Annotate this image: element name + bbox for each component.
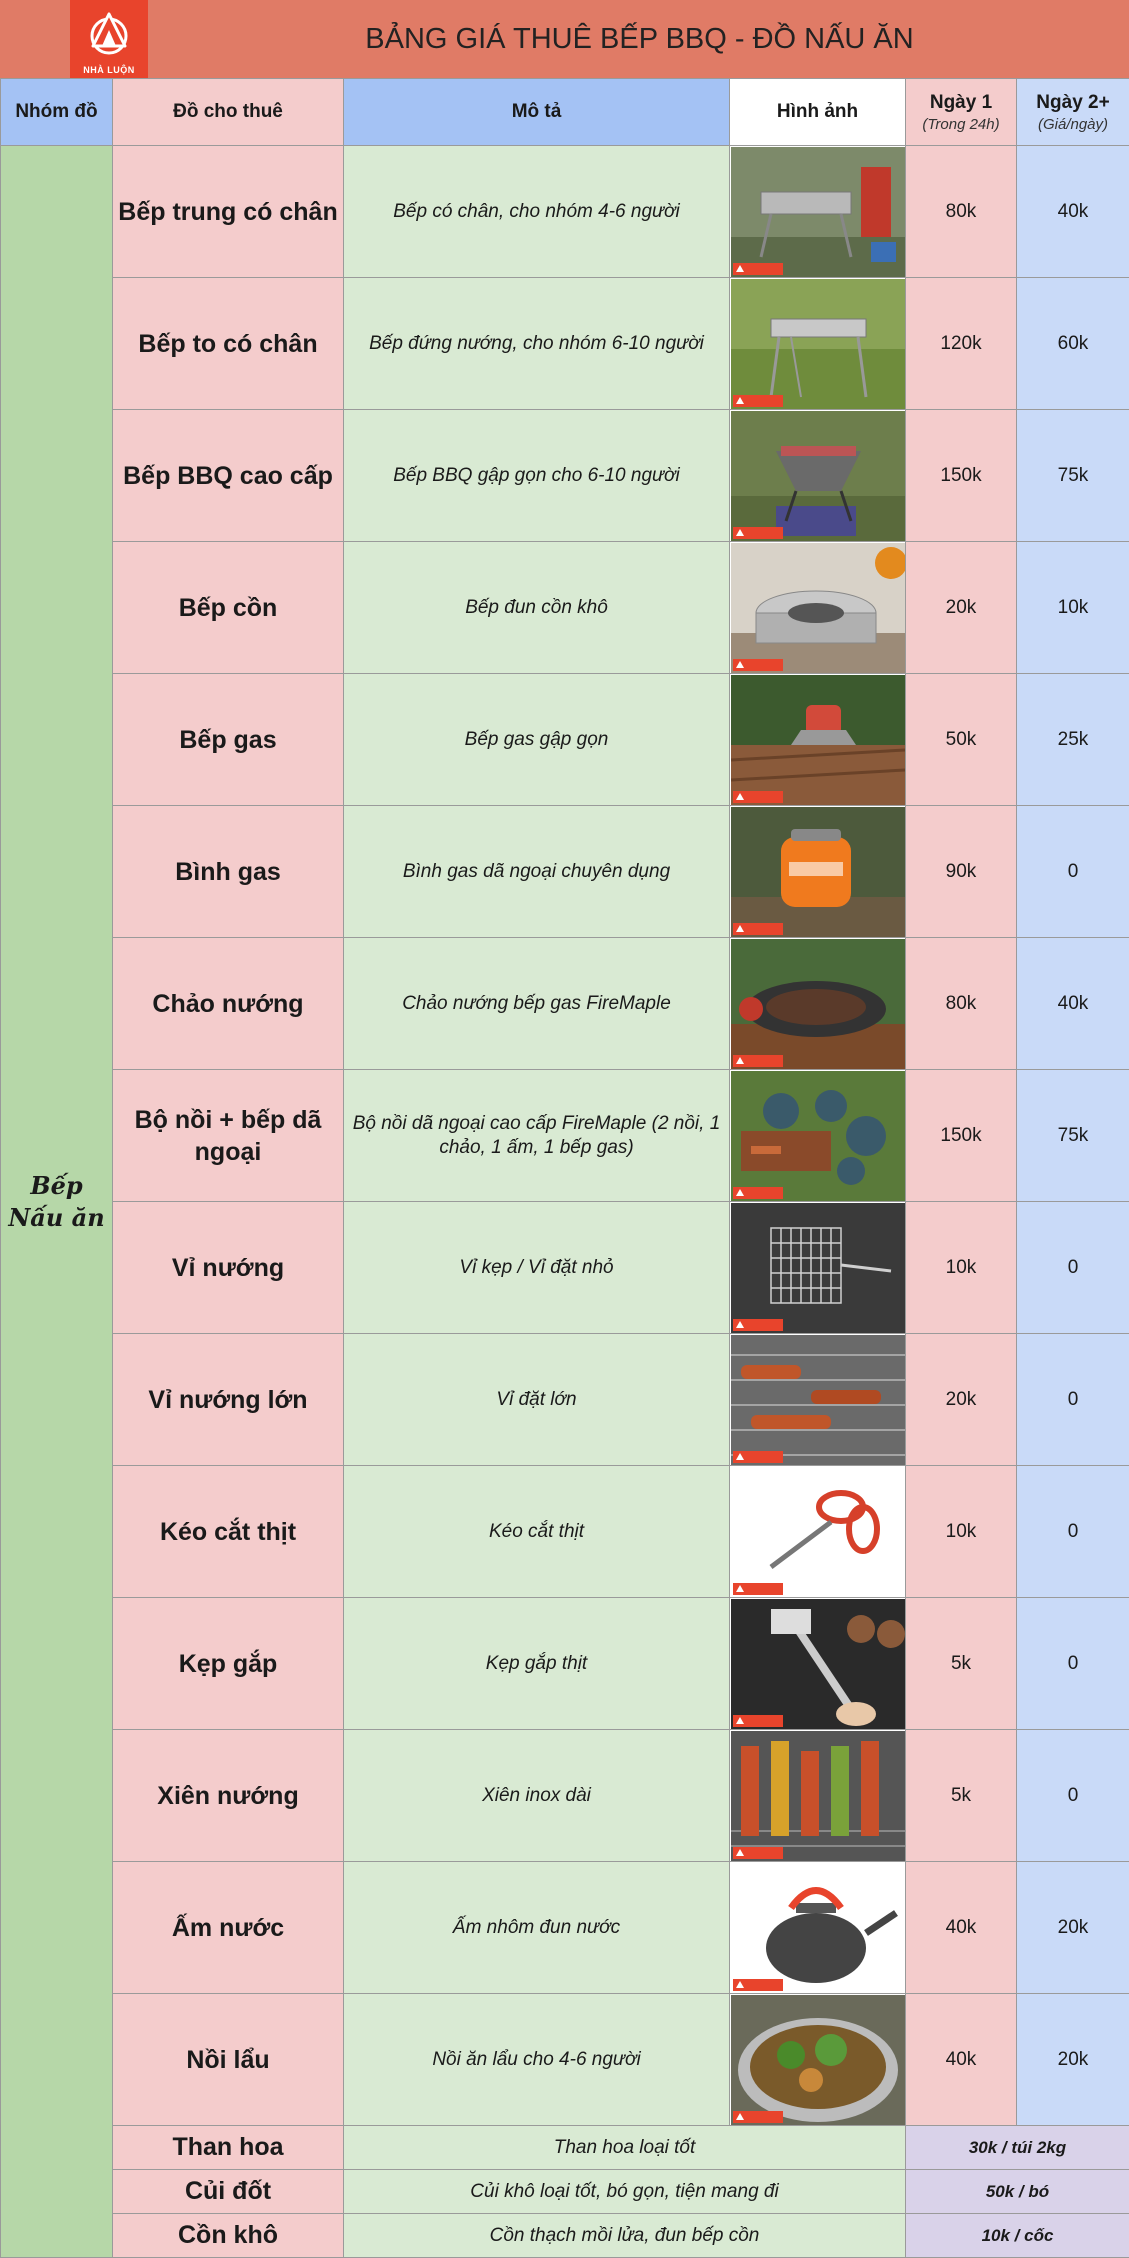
watermark-icon	[733, 395, 783, 407]
header-group: Nhóm đồ	[1, 79, 113, 146]
item-image	[730, 146, 906, 278]
price-day2: 20k	[1017, 1862, 1129, 1994]
item-image	[730, 1070, 906, 1202]
table-row	[1, 1598, 1129, 1730]
item-desc: Xiên inox dài	[344, 1730, 730, 1862]
item-name: Vỉ nướng	[113, 1202, 344, 1334]
item-image	[730, 410, 906, 542]
watermark-icon	[733, 1847, 783, 1859]
price-day2: 10k	[1017, 542, 1129, 674]
header-day1: Ngày 1 (Trong 24h)	[906, 79, 1017, 146]
price-day2: 0	[1017, 1730, 1129, 1862]
price-day1: 20k	[906, 542, 1017, 674]
price-day1: 80k	[906, 146, 1017, 278]
grill-rack-photo-icon	[731, 1203, 905, 1333]
kettle-photo-icon	[731, 1863, 905, 1993]
price-day1: 20k	[906, 1334, 1017, 1466]
table-row	[1, 542, 1129, 674]
item-name: Nồi lẩu	[113, 1994, 344, 2126]
watermark-icon	[733, 1583, 783, 1595]
tent-logo-icon	[89, 12, 129, 56]
watermark-icon	[733, 1451, 783, 1463]
item-image	[730, 1730, 906, 1862]
price-day2: 40k	[1017, 938, 1129, 1070]
bbq-grill-photo-icon	[731, 147, 905, 277]
header-day2: Ngày 2+ (Giá/ngày)	[1017, 79, 1129, 146]
item-image	[730, 1202, 906, 1334]
item-desc: Bộ nồi dã ngoại cao cấp FireMaple (2 nồi, 1 chảo, 1 ấm, 1 bếp gas)	[344, 1070, 730, 1202]
item-desc: Bếp có chân, cho nhóm 4-6 người	[344, 146, 730, 278]
extra-row	[1, 2214, 1129, 2258]
price-day2: 40k	[1017, 146, 1129, 278]
item-image	[730, 938, 906, 1070]
item-name: Bộ nồi + bếp dã ngoại	[113, 1070, 344, 1202]
table-row	[1, 1070, 1129, 1202]
item-name: Chảo nướng	[113, 938, 344, 1070]
price-day2: 25k	[1017, 674, 1129, 806]
table-row	[1, 1466, 1129, 1598]
item-desc: Ấm nhôm đun nước	[344, 1862, 730, 1994]
item-desc: Bình gas dã ngoại chuyên dụng	[344, 806, 730, 938]
logo	[70, 0, 148, 82]
gas-stove-photo-icon	[731, 675, 905, 805]
price-table	[0, 78, 1129, 2258]
header-item: Đồ cho thuê	[113, 79, 344, 146]
grill-pan-photo-icon	[731, 939, 905, 1069]
watermark-icon	[733, 1319, 783, 1331]
extra-desc: Than hoa loại tốt	[344, 2126, 906, 2170]
item-desc: Vỉ đặt lớn	[344, 1334, 730, 1466]
item-name: Bình gas	[113, 806, 344, 938]
price-day1: 150k	[906, 410, 1017, 542]
price-day1: 5k	[906, 1598, 1017, 1730]
price-day1: 40k	[906, 1862, 1017, 1994]
table-row	[1, 410, 1129, 542]
price-day1: 90k	[906, 806, 1017, 938]
item-desc: Kẹp gắp thịt	[344, 1598, 730, 1730]
price-day1: 80k	[906, 938, 1017, 1070]
extra-name: Than hoa	[113, 2126, 344, 2170]
extra-name: Cồn khô	[113, 2214, 344, 2258]
item-name: Xiên nướng	[113, 1730, 344, 1862]
watermark-icon	[733, 923, 783, 935]
item-desc: Bếp đun cồn khô	[344, 542, 730, 674]
price-day1: 10k	[906, 1466, 1017, 1598]
page-title: BẢNG GIÁ THUÊ BẾP BBQ - ĐỒ NẤU ĂN	[150, 0, 1129, 78]
large-grill-photo-icon	[731, 279, 905, 409]
table-row	[1, 806, 1129, 938]
gas-canister-photo-icon	[731, 807, 905, 937]
price-day2: 60k	[1017, 278, 1129, 410]
price-day1: 40k	[906, 1994, 1017, 2126]
price-day2: 0	[1017, 806, 1129, 938]
watermark-icon	[733, 1979, 783, 1991]
item-image	[730, 1598, 906, 1730]
item-desc: Vỉ kẹp / Vỉ đặt nhỏ	[344, 1202, 730, 1334]
skewers-photo-icon	[731, 1731, 905, 1861]
item-image	[730, 806, 906, 938]
logo-text: NHÀ LUỘN	[70, 65, 148, 75]
watermark-icon	[733, 263, 783, 275]
item-image	[730, 542, 906, 674]
hotpot-photo-icon	[731, 1995, 905, 2125]
extra-price: 10k / cốc	[906, 2214, 1129, 2258]
item-name: Bếp BBQ cao cấp	[113, 410, 344, 542]
watermark-icon	[733, 2111, 783, 2123]
item-name: Bếp trung có chân	[113, 146, 344, 278]
price-day1: 150k	[906, 1070, 1017, 1202]
table-row	[1, 1862, 1129, 1994]
item-image	[730, 1466, 906, 1598]
scissors-photo-icon	[731, 1467, 905, 1597]
item-image	[730, 278, 906, 410]
extra-desc: Củi khô loại tốt, bó gọn, tiện mang đi	[344, 2170, 906, 2214]
tongs-photo-icon	[731, 1599, 905, 1729]
price-day1: 50k	[906, 674, 1017, 806]
title-bar	[0, 0, 1129, 78]
item-desc: Bếp gas gập gọn	[344, 674, 730, 806]
table-row	[1, 1202, 1129, 1334]
price-day1: 120k	[906, 278, 1017, 410]
item-name: Bếp cồn	[113, 542, 344, 674]
cookware-set-photo-icon	[731, 1071, 905, 1201]
extra-price: 50k / bó	[906, 2170, 1129, 2214]
item-desc: Chảo nướng bếp gas FireMaple	[344, 938, 730, 1070]
price-day2: 0	[1017, 1466, 1129, 1598]
item-image	[730, 1862, 906, 1994]
watermark-icon	[733, 791, 783, 803]
watermark-icon	[733, 1187, 783, 1199]
table-row	[1, 1334, 1129, 1466]
large-grill-rack-photo-icon	[731, 1335, 905, 1465]
price-day2: 0	[1017, 1334, 1129, 1466]
price-day2: 0	[1017, 1598, 1129, 1730]
watermark-icon	[733, 1055, 783, 1067]
item-name: Bếp to có chân	[113, 278, 344, 410]
group-cell: Bếp Nấu ăn	[1, 146, 113, 2258]
price-day2: 20k	[1017, 1994, 1129, 2126]
item-name: Vỉ nướng lớn	[113, 1334, 344, 1466]
watermark-icon	[733, 659, 783, 671]
table-row	[1, 1994, 1129, 2126]
premium-bbq-photo-icon	[731, 411, 905, 541]
item-name: Bếp gas	[113, 674, 344, 806]
price-day2: 75k	[1017, 410, 1129, 542]
header-image: Hình ảnh	[730, 79, 906, 146]
item-desc: Nồi ăn lẩu cho 4-6 người	[344, 1994, 730, 2126]
extra-name: Củi đốt	[113, 2170, 344, 2214]
item-desc: Bếp đứng nướng, cho nhóm 6-10 người	[344, 278, 730, 410]
header-row	[1, 79, 1129, 146]
watermark-icon	[733, 527, 783, 539]
item-desc: Kéo cắt thịt	[344, 1466, 730, 1598]
price-day2: 75k	[1017, 1070, 1129, 1202]
table-row	[1, 938, 1129, 1070]
item-name: Kéo cắt thịt	[113, 1466, 344, 1598]
price-day1: 5k	[906, 1730, 1017, 1862]
item-image	[730, 1334, 906, 1466]
item-name: Ấm nước	[113, 1862, 344, 1994]
extra-row	[1, 2126, 1129, 2170]
extra-price: 30k / túi 2kg	[906, 2126, 1129, 2170]
watermark-icon	[733, 1715, 783, 1727]
item-image	[730, 1994, 906, 2126]
header-desc: Mô tả	[344, 79, 730, 146]
item-image	[730, 674, 906, 806]
extra-desc: Cồn thạch mồi lửa, đun bếp cồn	[344, 2214, 906, 2258]
alcohol-stove-photo-icon	[731, 543, 905, 673]
table-row	[1, 278, 1129, 410]
table-row	[1, 1730, 1129, 1862]
table-row	[1, 146, 1129, 278]
item-name: Kẹp gắp	[113, 1598, 344, 1730]
extra-row	[1, 2170, 1129, 2214]
table-row	[1, 674, 1129, 806]
price-day2: 0	[1017, 1202, 1129, 1334]
item-desc: Bếp BBQ gập gọn cho 6-10 người	[344, 410, 730, 542]
price-day1: 10k	[906, 1202, 1017, 1334]
